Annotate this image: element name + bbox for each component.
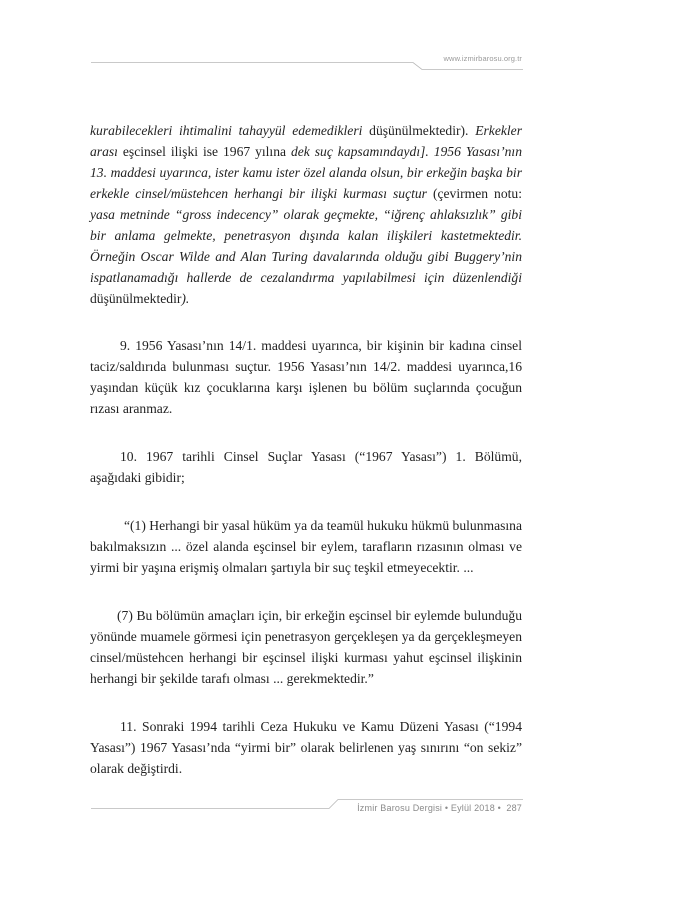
paragraph-text: 11. Sonraki 1994 tarihli Ceza Hukuku ve Kamu Düzeni Yasası (“1994 Yasası”) 1967 Yasası’nda “yirmi bir” olarak belirlenen yaş sınırını “on sekiz” olarak değiştirdi. (90, 719, 522, 776)
paragraph-text: “(1) Herhangi bir yasal hüküm ya da teamül hukuku hükmü bulunmasına bakılmaksızın ... özel alanda eşcinsel bir eylem, tarafların rızasının olması ve yirmi bir yaşına erişmiş olmaları şartıyla bir suç teşkil etmeyecektir. ... (90, 518, 522, 575)
italic-span: kurabilecekleri ihtimalini tahayyül edemedikleri (90, 123, 363, 138)
italic-span: yasa metninde “gross indecency” olarak geçmekte, “iğrenç ahlaksızlık” gibi bir anlama gelmekte, penetrasyon dışında kalan ilişkileri kastetmektedir. Örneğin Oscar Wilde and Alan Turing davalarında olduğu gibi Buggery’nin ispatlanamadığı hallerde de cezalandırma yapılabilmesi için düzenlendiği (90, 207, 522, 285)
paragraph-10 (90, 446, 522, 488)
page-number: 287 (506, 803, 522, 813)
text-span: düşünülmektedir (90, 291, 182, 306)
quote-paragraph-1 (90, 515, 522, 578)
paragraph-continuation (90, 120, 522, 309)
text-span: eşcinsel ilişki ise 1967 yılına (117, 144, 291, 159)
paragraph-text: (7) Bu bölümün amaçları için, bir erkeğin eşcinsel bir eylemde bulunduğu yönünde muamele görmesi için penetrasyon gerçekleşen ya da gerçekleşmeyen cinsel/müstehcen herhangi bir eşcinsel ilişki kurması yahut eşcinsel ilişkinin herhangi bir şekilde tarafı olması ... gerekmektedir.” (90, 608, 522, 686)
header-url: www.izmirbarosu.org.tr (443, 54, 522, 63)
text-span: düşünülmektedir). (362, 123, 476, 138)
paragraph-11 (90, 716, 522, 779)
paragraph-9 (90, 335, 522, 419)
footer (357, 803, 522, 813)
italic-span: Erkekler arası (90, 123, 522, 159)
italic-span: dek suç kapsamındaydı]. 1956 Yasası’nın 13. maddesi uyarınca, ister kamu ister özel alanda olsun, bir erkeğin başka bir erkekle cinsel/müstehcen herhangi bir ilişki kurması suçtur (90, 144, 522, 201)
paragraph-text: 9. 1956 Yasası’nın 14/1. maddesi uyarınca, bir kişinin bir kadına cinsel taciz/saldırıda bulunması suçtur. 1956 Yasası’nın 14/2. maddesi uyarınca,16 yaşından küçük kız çocuklarına karşı işlenen bu bölüm suçlarında çocuğun rızası aranmaz. (90, 338, 522, 416)
quote-paragraph-7 (90, 605, 522, 689)
header-rule (91, 62, 523, 70)
text-span: (çevirmen notu: (426, 186, 522, 201)
footer-journal: İzmir Barosu Dergisi • Eylül 2018 • (357, 803, 501, 813)
italic-span: ). (181, 291, 190, 306)
paragraph-text: 10. 1967 tarihli Cinsel Suçlar Yasası (“1967 Yasası”) 1. Bölümü, aşağıdaki gibidir; (90, 449, 522, 485)
page-body (90, 120, 522, 806)
